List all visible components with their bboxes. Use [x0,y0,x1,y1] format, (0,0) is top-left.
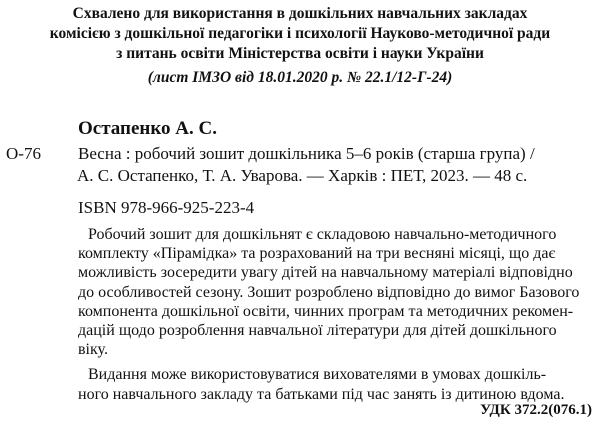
annotation-line: можливість зосередити увагу дітей на навчальному матеріалі відповідно [78,264,573,282]
annotation-line: до особливостей сезону. Зошит розроблено відповідно до вимог Базового [78,283,580,301]
annotation-line: компонента дошкільної освіти, чинних програм та методичних рекомен- [78,302,574,320]
catalog-code: О-76 [6,144,41,163]
approval-line: з питань освіти Міністерства освіти і науки України [116,45,484,62]
approval-reference: (лист ІМЗО від 18.01.2020 р. № 22.1/12-Г-24) [147,69,453,86]
annotation-line: комплекту «Пірамідка» та розрахований на три весняні місяці, що дає [78,245,556,263]
annotation [78,225,593,404]
isbn: ISBN 978-966-925-223-4 [78,198,255,217]
bibliographic-description [78,143,593,187]
annotation-line: віку. [78,341,108,359]
approval-line: комісією з дошкільної педагогіки і психології Науково-методичної ради [49,25,551,42]
approval-notice [0,4,600,88]
annotation-line: дацій щодо розроблення навчальної літератури для дітей дошкільного [78,322,557,340]
annotation-line: ного навчального закладу та батьками під час занять із дитиною вдома. [78,385,565,403]
annotation-line: Робочий зошит для дошкільнят є складовою навчально-методичного [88,226,557,243]
bibliographic-line: Весна : робочий зошит дошкільника 5–6 років (старша група) / [78,144,535,163]
annotation-line: Видання може використовуватися вихователями в умовах дошкіль- [88,366,547,384]
approval-line: Схвалено для використання в дошкільних навчальних закладах [72,5,528,22]
bibliographic-line: А. С. Остапенко, Т. А. Уварова. — Харків : ПЕТ, 2023. — 48 с. [77,166,528,185]
author-heading: Остапенко А. С. [78,118,217,139]
udc-code: УДК 372.2(076.1) [480,402,592,418]
